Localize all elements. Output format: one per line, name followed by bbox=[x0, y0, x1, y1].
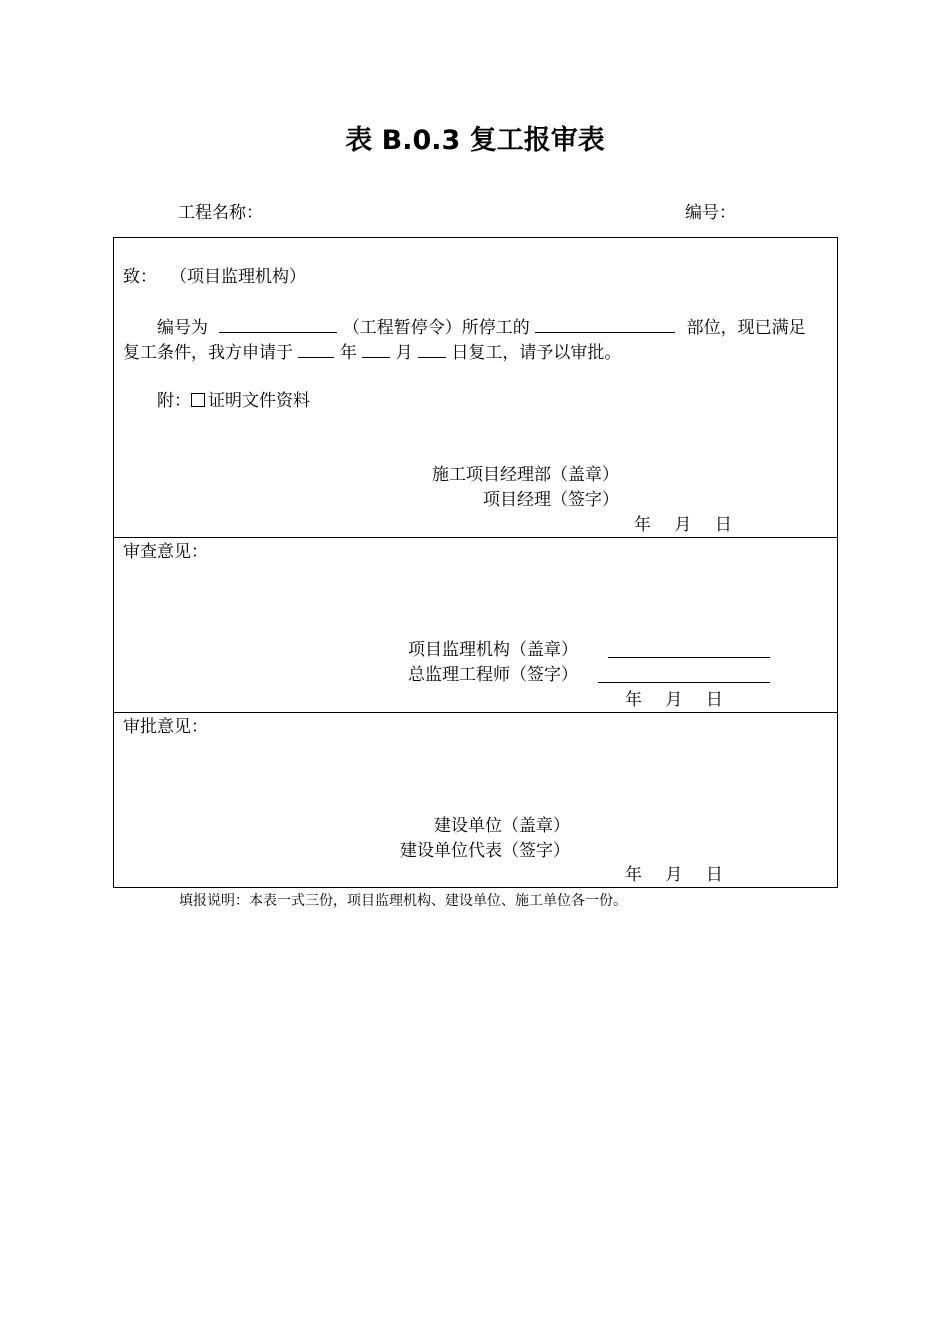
chief-engineer-line[interactable] bbox=[598, 682, 770, 683]
request-line-1 bbox=[157, 316, 806, 339]
date-month: 月 bbox=[665, 865, 683, 885]
section2-date bbox=[625, 689, 723, 711]
date-year: 年 bbox=[625, 690, 642, 710]
day-blank[interactable] bbox=[418, 341, 446, 358]
approval-opinion-label: 审批意见： bbox=[123, 717, 208, 737]
date-month: 月 bbox=[674, 515, 692, 535]
month-label: 月 bbox=[395, 343, 413, 363]
attach-label: 附： bbox=[157, 391, 191, 411]
owner-rep-signature: 建设单位代表（签字） bbox=[400, 841, 570, 861]
stop-order-text: （工程暂停令）所停工的 bbox=[342, 318, 530, 338]
resume-suffix: 日复工，请予以审批。 bbox=[451, 343, 622, 363]
date-day: 日 bbox=[705, 865, 723, 885]
to-value: （项目监理机构） bbox=[170, 267, 306, 287]
supervision-org-line[interactable] bbox=[608, 657, 770, 658]
date-year: 年 bbox=[634, 515, 651, 535]
date-day: 日 bbox=[714, 515, 732, 535]
request-line-2 bbox=[123, 341, 621, 364]
year-label: 年 bbox=[339, 343, 357, 363]
project-manager-signature: 项目经理（签字） bbox=[483, 490, 619, 510]
supervision-org-seal: 项目监理机构（盖章） bbox=[408, 640, 578, 660]
date-month: 月 bbox=[665, 690, 683, 710]
location-suffix: 部位，现已满足 bbox=[686, 318, 806, 338]
resume-prefix: 复工条件，我方申请于 bbox=[123, 343, 293, 363]
section1-date bbox=[634, 514, 732, 536]
section3-date bbox=[625, 864, 723, 886]
attachment-item: 证明文件资料 bbox=[208, 391, 310, 411]
divider bbox=[114, 712, 837, 713]
number-label: 编号： bbox=[685, 203, 736, 223]
to-label: 致： bbox=[123, 267, 157, 287]
divider bbox=[114, 537, 837, 538]
location-blank[interactable] bbox=[535, 316, 675, 333]
order-number-blank[interactable] bbox=[219, 316, 337, 333]
owner-unit-seal: 建设单位（盖章） bbox=[434, 816, 570, 836]
attachment-line bbox=[157, 390, 310, 412]
date-year: 年 bbox=[625, 865, 642, 885]
attachment-checkbox[interactable] bbox=[191, 393, 205, 407]
contractor-dept-seal: 施工项目经理部（盖章） bbox=[432, 465, 619, 485]
month-blank[interactable] bbox=[362, 341, 390, 358]
number-prefix: 编号为 bbox=[157, 318, 208, 338]
chief-engineer-signature: 总监理工程师（签字） bbox=[408, 665, 578, 685]
project-name-label: 工程名称： bbox=[178, 203, 263, 223]
footer-note: 填报说明：本表一式三份，项目监理机构、建设单位、施工单位各一份。 bbox=[179, 893, 627, 909]
review-opinion-label: 审查意见： bbox=[123, 542, 208, 562]
form-title: 表 B.0.3 复工报审表 bbox=[345, 125, 605, 156]
year-blank[interactable] bbox=[298, 341, 334, 358]
form-table bbox=[113, 237, 838, 888]
date-day: 日 bbox=[705, 690, 723, 710]
